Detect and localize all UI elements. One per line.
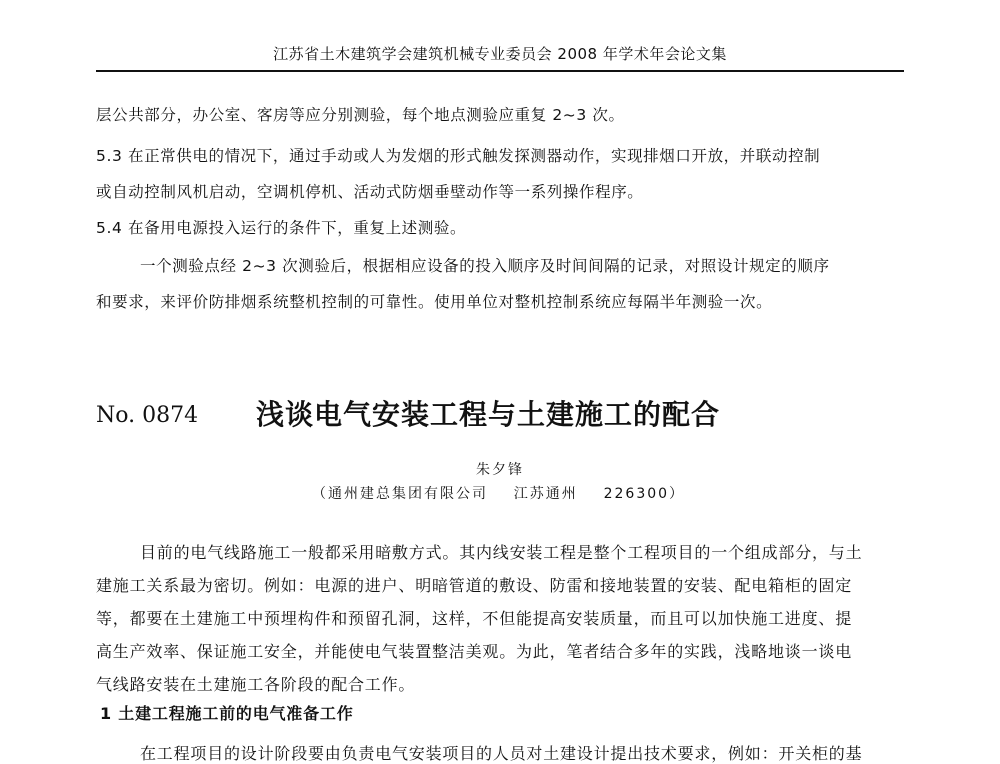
intro-line: 气线路安装在土建施工各阶段的配合工作。 — [96, 675, 416, 694]
section-heading: 1 土建工程施工前的电气准备工作 — [100, 704, 354, 723]
paper-title: 浅谈电气安装工程与土建施工的配合 — [256, 398, 721, 431]
intro-line: 高生产效率、保证施工安全，并能使电气装置整洁美观。为此，笔者结合多年的实践，浅略地谈一谈电 — [96, 642, 853, 661]
section-1-first-line: 在工程项目的设计阶段要由负责电气安装项目的人员对土建设计提出技术要求，例如：开关柜的基 — [140, 744, 863, 763]
prev-article-line: 层公共部分，办公室、客房等应分别测验，每个地点测验应重复 2~3 次。 — [96, 106, 625, 124]
intro-line: 等，都要在土建施工中预埋构件和预留孔洞，这样，不但能提高安装质量，而且可以加快施工进度、提 — [96, 609, 853, 628]
header-rule — [96, 70, 904, 72]
running-header: 江苏省土木建筑学会建筑机械专业委员会 2008 年学术年会论文集 — [273, 45, 727, 63]
prev-article-line: 5.3 在正常供电的情况下，通过手动或人为发烟的形式触发探测器动作，实现排烟口开放，并联动控制 — [96, 147, 821, 165]
prev-article-line: 或自动控制风机启动，空调机停机、活动式防烟垂壁动作等一系列操作程序。 — [96, 183, 644, 201]
intro-line: 目前的电气线路施工一般都采用暗敷方式。其内线安装工程是整个工程项目的一个组成部分，与土 — [140, 543, 863, 562]
author-name: 朱夕锋 — [476, 462, 524, 478]
intro-line: 建施工关系最为密切。例如：电源的进户、明暗管道的敷设、防雷和接地装置的安装、配电箱柜的固定 — [96, 576, 853, 595]
prev-article-line: 5.4 在备用电源投入运行的条件下，重复上述测验。 — [96, 219, 467, 237]
prev-article-line: 一个测验点经 2~3 次测验后，根据相应设备的投入顺序及时间间隔的记录，对照设计规定的顺序 — [140, 257, 830, 275]
author-affiliation: （通州建总集团有限公司 江苏通州 226300） — [312, 486, 686, 502]
prev-article-line: 和要求，来评价防排烟系统整机控制的可靠性。使用单位对整机控制系统应每隔半年测验一次。 — [96, 293, 773, 311]
paper-number: No. 0874 — [96, 403, 199, 428]
